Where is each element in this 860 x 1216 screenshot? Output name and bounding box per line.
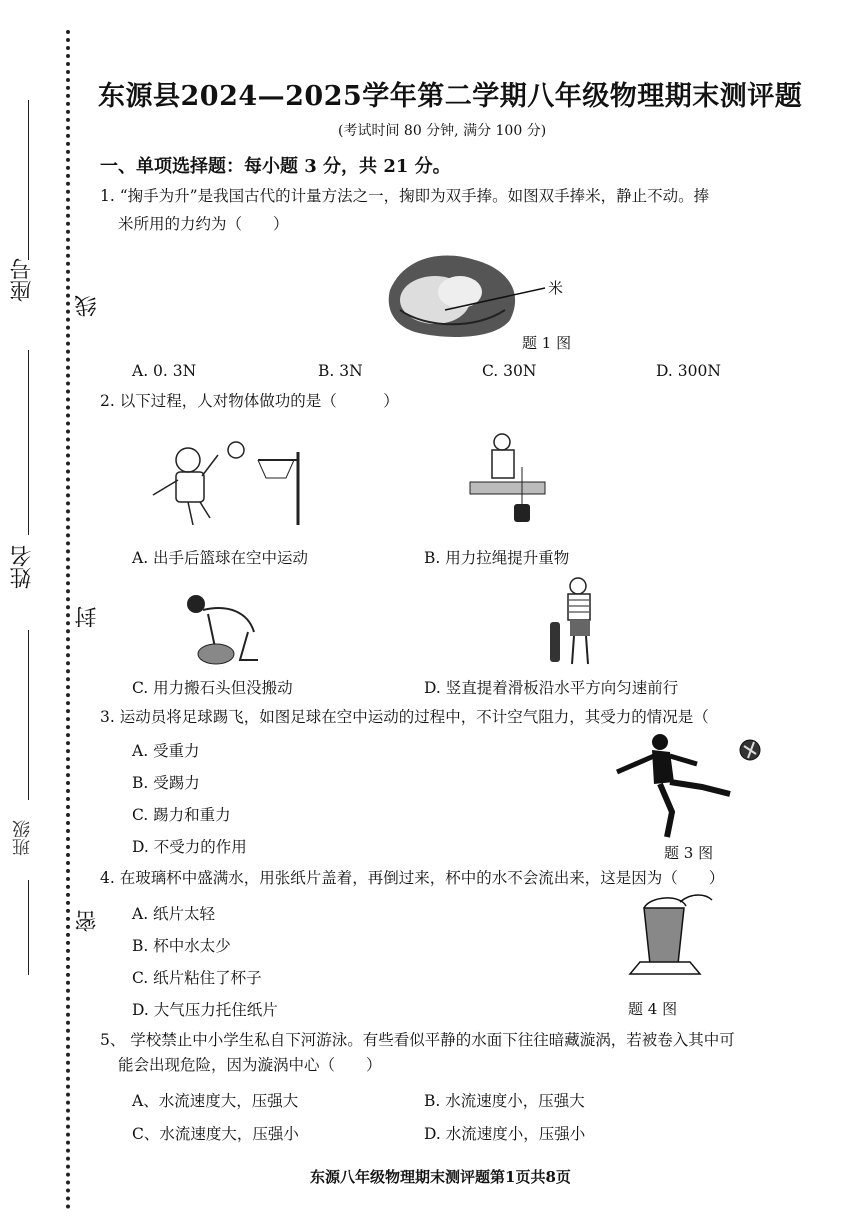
class-underline <box>28 630 29 800</box>
q4-option-b: B. 杯中水太少 <box>132 937 231 955</box>
name-label: 姓名 <box>10 545 35 589</box>
q2-stem: 2. 以下过程，人对物体做功的是（ ） <box>100 392 399 410</box>
q3-soccer-kick-figure <box>612 732 772 842</box>
q4-cup-figure <box>620 892 720 982</box>
q2-rope-lift-figure <box>470 432 550 524</box>
class-underline-2 <box>28 880 29 975</box>
seat-label: 座号 <box>10 258 35 302</box>
q1-stem-line2: 米所用的力约为（ ） <box>118 215 289 233</box>
q1-hands-rice-figure <box>385 250 565 340</box>
q4-option-a: A. 纸片太轻 <box>132 905 216 923</box>
q5-option-c: C、水流速度大，压强小 <box>132 1125 299 1143</box>
seal-mi: 密 <box>75 910 100 932</box>
q3-option-c: C. 踢力和重力 <box>132 806 231 824</box>
q2-option-a: A. 出手后篮球在空中运动 <box>132 549 309 567</box>
q3-option-d: D. 不受力的作用 <box>132 838 247 856</box>
q1-option-b: B. 3N <box>318 362 363 380</box>
q3-option-a: A. 受重力 <box>132 742 200 760</box>
q4-caption: 题 4 图 <box>628 1000 678 1018</box>
section-title: 一、单项选择题：每小题 3 分，共 21 分。 <box>100 156 451 177</box>
q2-basketball-figure <box>148 440 308 530</box>
q4-option-d: D. 大气压力托住纸片 <box>132 1001 278 1019</box>
q2-stone-figure <box>168 592 268 664</box>
q5-stem-line1: 5、 学校禁止中小学生私自下河游泳。有些看似平静的水面下往往暗藏漩涡，若被卷入其中可 <box>100 1031 735 1049</box>
q2-option-d: D. 竖直提着滑板沿水平方向匀速前行 <box>424 679 679 697</box>
q3-option-b: B. 受踢力 <box>132 774 200 792</box>
exam-title: 东源县2024—2025学年第二学期八年级物理期末测评题 <box>98 81 803 112</box>
q1-figure-label: 米 <box>548 279 564 297</box>
exam-subtitle: (考试时间 80 分钟, 满分 100 分) <box>338 123 547 139</box>
seal-feng: 封 <box>75 606 100 628</box>
q3-caption: 题 3 图 <box>664 844 714 862</box>
class-label: 班级 <box>12 820 33 856</box>
q5-option-d: D. 水流速度小，压强小 <box>424 1125 586 1143</box>
q5-stem-line2: 能会出现危险，因为漩涡中心（ ） <box>118 1056 382 1074</box>
seat-underline <box>28 100 29 260</box>
q2-skateboard-figure <box>548 576 608 668</box>
page-footer: 东源八年级物理期末测评题第1页共8页 <box>310 1168 571 1186</box>
seal-xian: 线 <box>75 295 100 317</box>
q1-caption: 题 1 图 <box>522 334 572 352</box>
q3-stem: 3. 运动员将足球踢飞，如图足球在空中运动的过程中，不计空气阻力，其受力的情况是（ <box>100 708 709 726</box>
q5-option-b: B. 水流速度小，压强大 <box>424 1092 585 1110</box>
q4-option-c: C. 纸片粘住了杯子 <box>132 969 262 987</box>
q4-stem: 4. 在玻璃杯中盛满水，用张纸片盖着，再倒过来，杯中的水不会流出来，这是因为（ ） <box>100 869 725 887</box>
q2-option-c: C. 用力搬石头但没搬动 <box>132 679 293 697</box>
q1-option-c: C. 30N <box>482 362 537 380</box>
binding-dotted-line <box>66 30 70 1210</box>
q1-stem-line1: 1. “掬手为升”是我国古代的计量方法之一，掬即为双手捧。如图双手捧米，静止不动。捧 <box>100 187 710 205</box>
q5-option-a: A、水流速度大，压强大 <box>132 1092 299 1110</box>
q1-option-a: A. 0. 3N <box>132 362 197 380</box>
name-underline <box>28 350 29 535</box>
q2-option-b: B. 用力拉绳提升重物 <box>424 549 570 567</box>
q1-option-d: D. 300N <box>656 362 721 380</box>
